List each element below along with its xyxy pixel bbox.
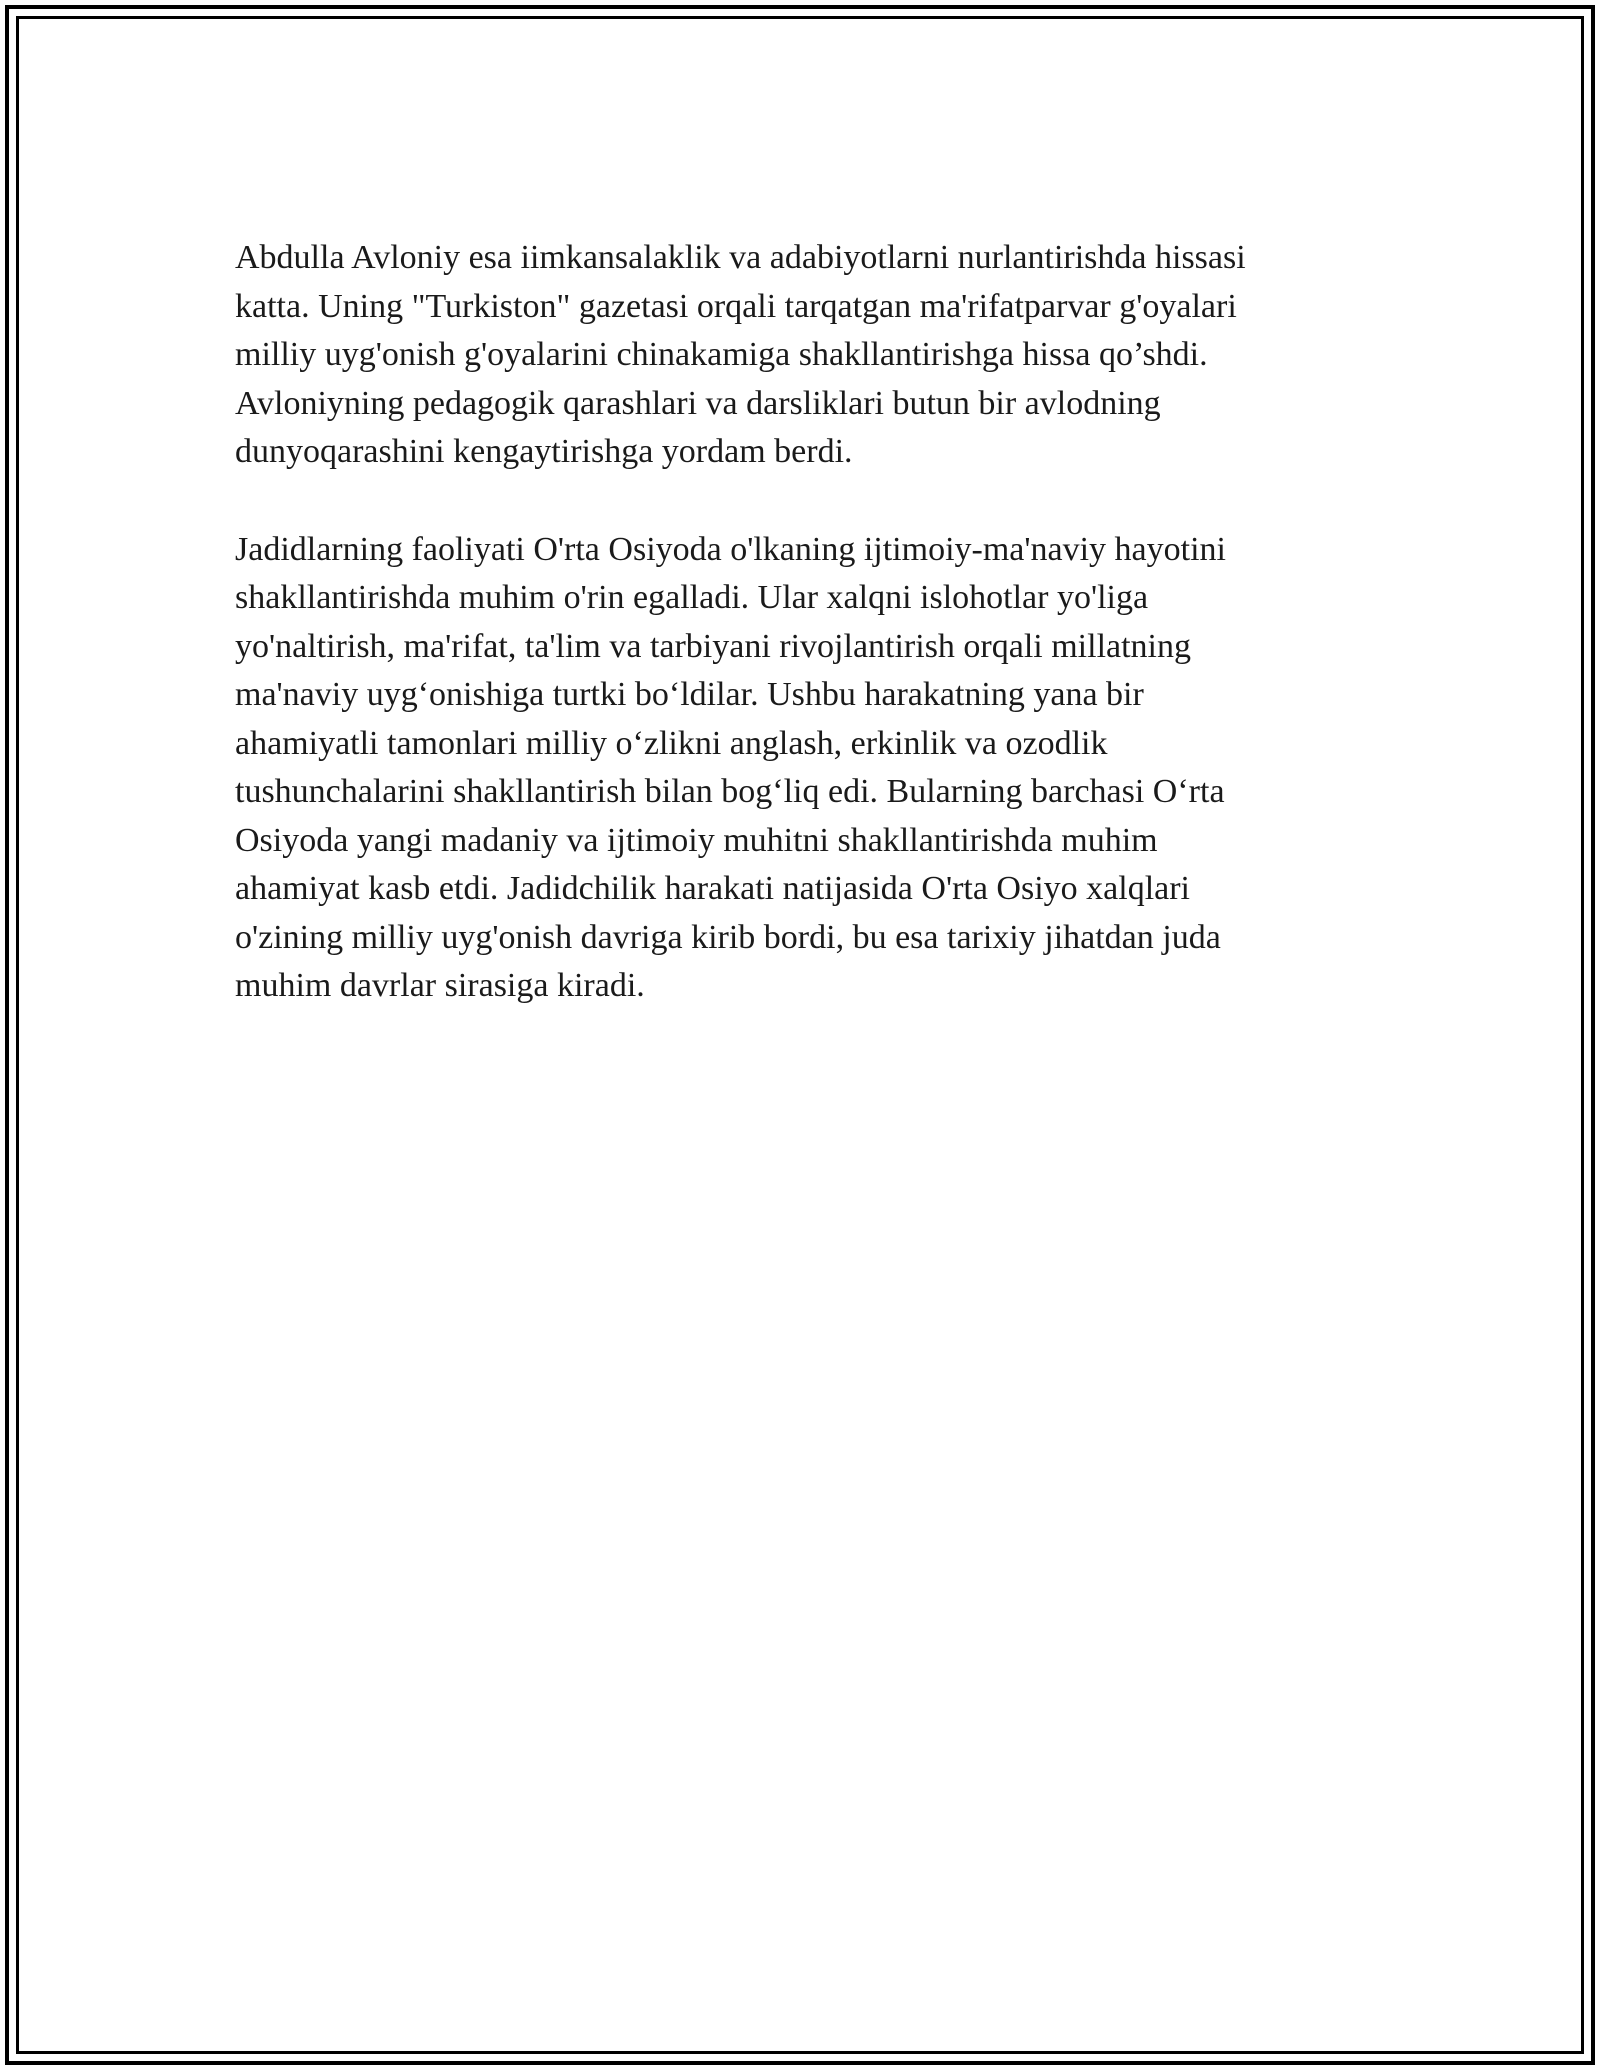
text-line: Abdulla Avloniy esa iimkansalaklik va adabiyotlarni nurlantirishda hissasi <box>235 239 1246 276</box>
text-line: ahamiyat kasb etdi. Jadidchilik harakati natijasida O'rta Osiyo xalqlari <box>235 870 1191 907</box>
text-line: katta. Uning "Turkiston" gazetasi orqali tarqatgan ma'rifatparvar g'oyalari <box>235 287 1237 325</box>
text-line: milliy uyg'onish g'oyalarini chinakamiga shakllantirishga hissa qo’shdi. <box>235 336 1208 373</box>
text-line: o'zining milliy uyg'onish davriga kirib bordi, bu esa tarixiy jihatdan juda <box>235 918 1221 956</box>
text-line: Avloniyning pedagogik qarashlari va darsliklari butun bir avlodning <box>235 384 1161 422</box>
text-line: Osiyoda yangi madaniy va ijtimoiy muhitni shakllantirishda muhim <box>235 821 1158 859</box>
text-line: ahamiyatli tamonlari milliy o‘zlikni anglash, erkinlik va ozodlik <box>235 724 1108 762</box>
text-line: muhim davrlar sirasiga kiradi. <box>235 967 645 1004</box>
document-body <box>235 234 1365 1060</box>
text-line: yo'naltirish, ma'rifat, ta'lim va tarbiyani rivojlantirish orqali millatning <box>235 627 1192 665</box>
text-line: dunyoqarashini kengaytirishga yordam berdi. <box>235 433 853 470</box>
paragraph-jadidlar <box>235 526 1365 1011</box>
text-line: shakllantirishda muhim o'rin egalladi. Ular xalqni islohotlar yo'liga <box>235 579 1149 616</box>
text-line: Jadidlarning faoliyati O'rta Osiyoda o'lkaning ijtimoiy-ma'naviy hayotini <box>235 530 1226 568</box>
text-line: tushunchalarini shakllantirish bilan bog‘liq edi. Bularning barchasi O‘rta <box>235 773 1225 810</box>
text-line: ma'naviy uyg‘onishiga turtki bo‘ldilar. Ushbu harakatning yana bir <box>235 676 1144 713</box>
paragraph-avloniy <box>235 234 1365 477</box>
